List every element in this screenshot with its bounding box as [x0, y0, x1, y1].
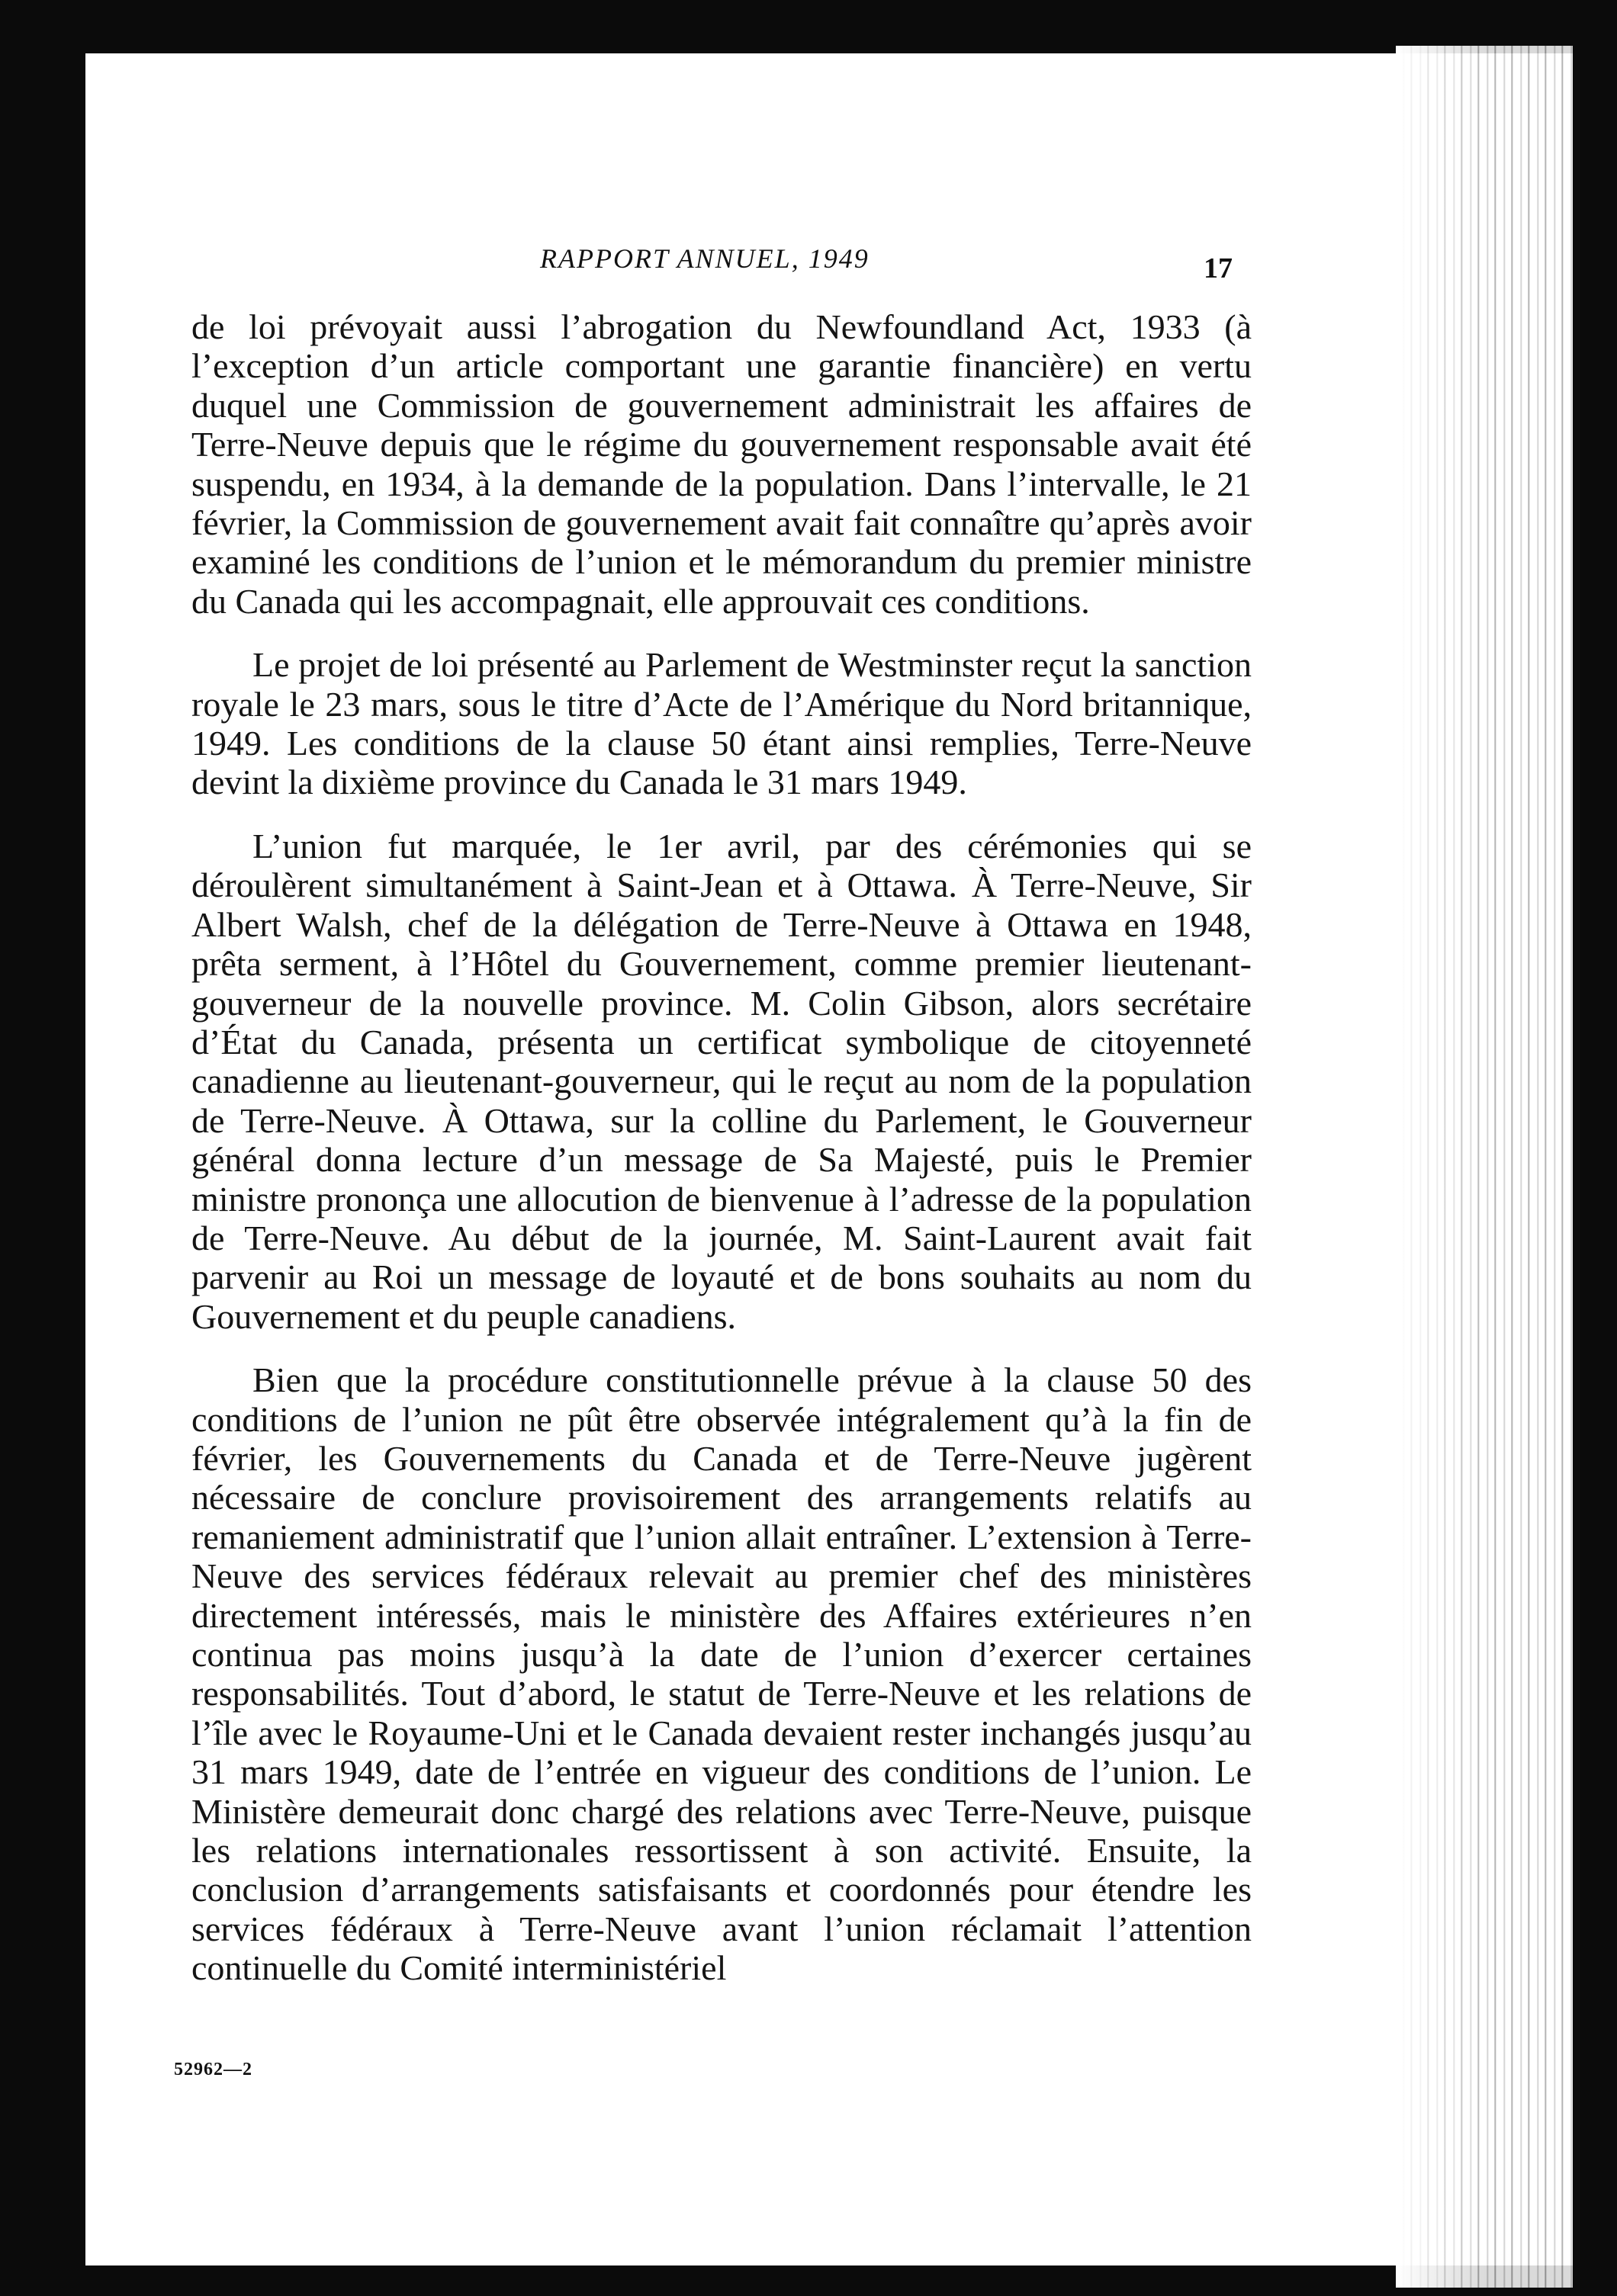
body-text [191, 307, 1252, 2012]
paragraph-union-ceremonies: L’union fut marquée, le 1er avril, par des cérémonies qui se déroulèrent simultanément à Saint-Jean et à Ottawa. À Terre-Neuve, Sir Albert Walsh, chef de la délégation de Terre-Neuve à Ottawa en 1948, prêta serment, à l’Hôtel du Gouvernement, comme premier lieutenant-gouverneur de la nouvelle province. M. Colin Gibson, alors secrétaire d’État du Canada, présenta un certificat symbolique de citoyenneté canadienne au lieutenant-gouverneur, qui le reçut au nom de la population de Terre-Neuve. À Ottawa, sur la colline du Parlement, le Gouverneur général donna lecture d’un message de Sa Majesté, puis le Premier ministre prononça une allocution de bienvenue à l’adresse de la population de Terre-Neuve. Au début de la journée, M. Saint-Laurent avait fait parvenir au Roi un message de loyauté et de bons souhaits au nom du Gouvernement et du peuple canadiens. [191, 826, 1252, 1336]
page-edge-fade [1396, 46, 1487, 2288]
page-number: 17 [1204, 252, 1233, 284]
paragraph-continuation: de loi prévoyait aussi l’abrogation du Newfoundland Act, 1933 (à l’exception d’un article comportant une garantie financière) en vertu duquel une Commission de gouvernement administrait les affaires de Terre-Neuve depuis que le régime du gouvernement responsable avait été suspendu, en 1934, à la demande de la population. Dans l’intervalle, le 21 février, la Commission de gouvernement avait fait connaître qu’après avoir examiné les conditions de l’union et le mémorandum du premier ministre du Canada qui les accompagnait, elle approuvait ces conditions. [191, 307, 1252, 621]
paragraph-royal-assent: Le projet de loi présenté au Parlement de Westminster reçut la sanction royale le 23 mars, sous le titre d’Acte de l’Amérique du Nord britannique, 1949. Les conditions de la clause 50 étant ainsi remplies, Terre-Neuve devint la dixième province du Canada le 31 mars 1949. [191, 645, 1252, 802]
scan-border-left [0, 0, 85, 2296]
print-code: 52962—2 [174, 2060, 252, 2079]
running-head: RAPPORT ANNUEL, 1949 [540, 243, 870, 274]
paragraph-administrative-arrangements: Bien que la procédure constitutionnelle prévue à la clause 50 des conditions de l’union ne pût être observée intégralement qu’à la fin de février, les Gouvernements du Canada et de Terre-Neuve jugèrent nécessaire de conclure provisoirement des arrangements relatifs au remaniement administratif que l’union allait entraîner. L’extension à Terre-Neuve des services fédéraux relevait au premier chef des ministères directement intéressés, mais le ministère des Affaires extérieures n’en continua pas moins jusqu’à la date de l’union d’exercer certaines responsabilités. Tout d’abord, le statut de Terre-Neuve et les relations de l’île avec le Royaume-Uni et le Canada devaient rester inchangés jusqu’au 31 mars 1949, date de l’entrée en vigueur des conditions de l’union. Le Ministère demeurait donc chargé des relations avec Terre-Neuve, puisque les relations internationales ressortissent à son activité. Ensuite, la conclusion d’arrangements satisfaisants et coordonnés pour étendre les services fédéraux à Terre-Neuve avant l’union réclamait l’attention continuelle du Comité interministériel [191, 1360, 1252, 1988]
scan-border-bottom [0, 2265, 1617, 2296]
scan-border-top [0, 0, 1617, 53]
scan-border-right [1573, 0, 1617, 2296]
